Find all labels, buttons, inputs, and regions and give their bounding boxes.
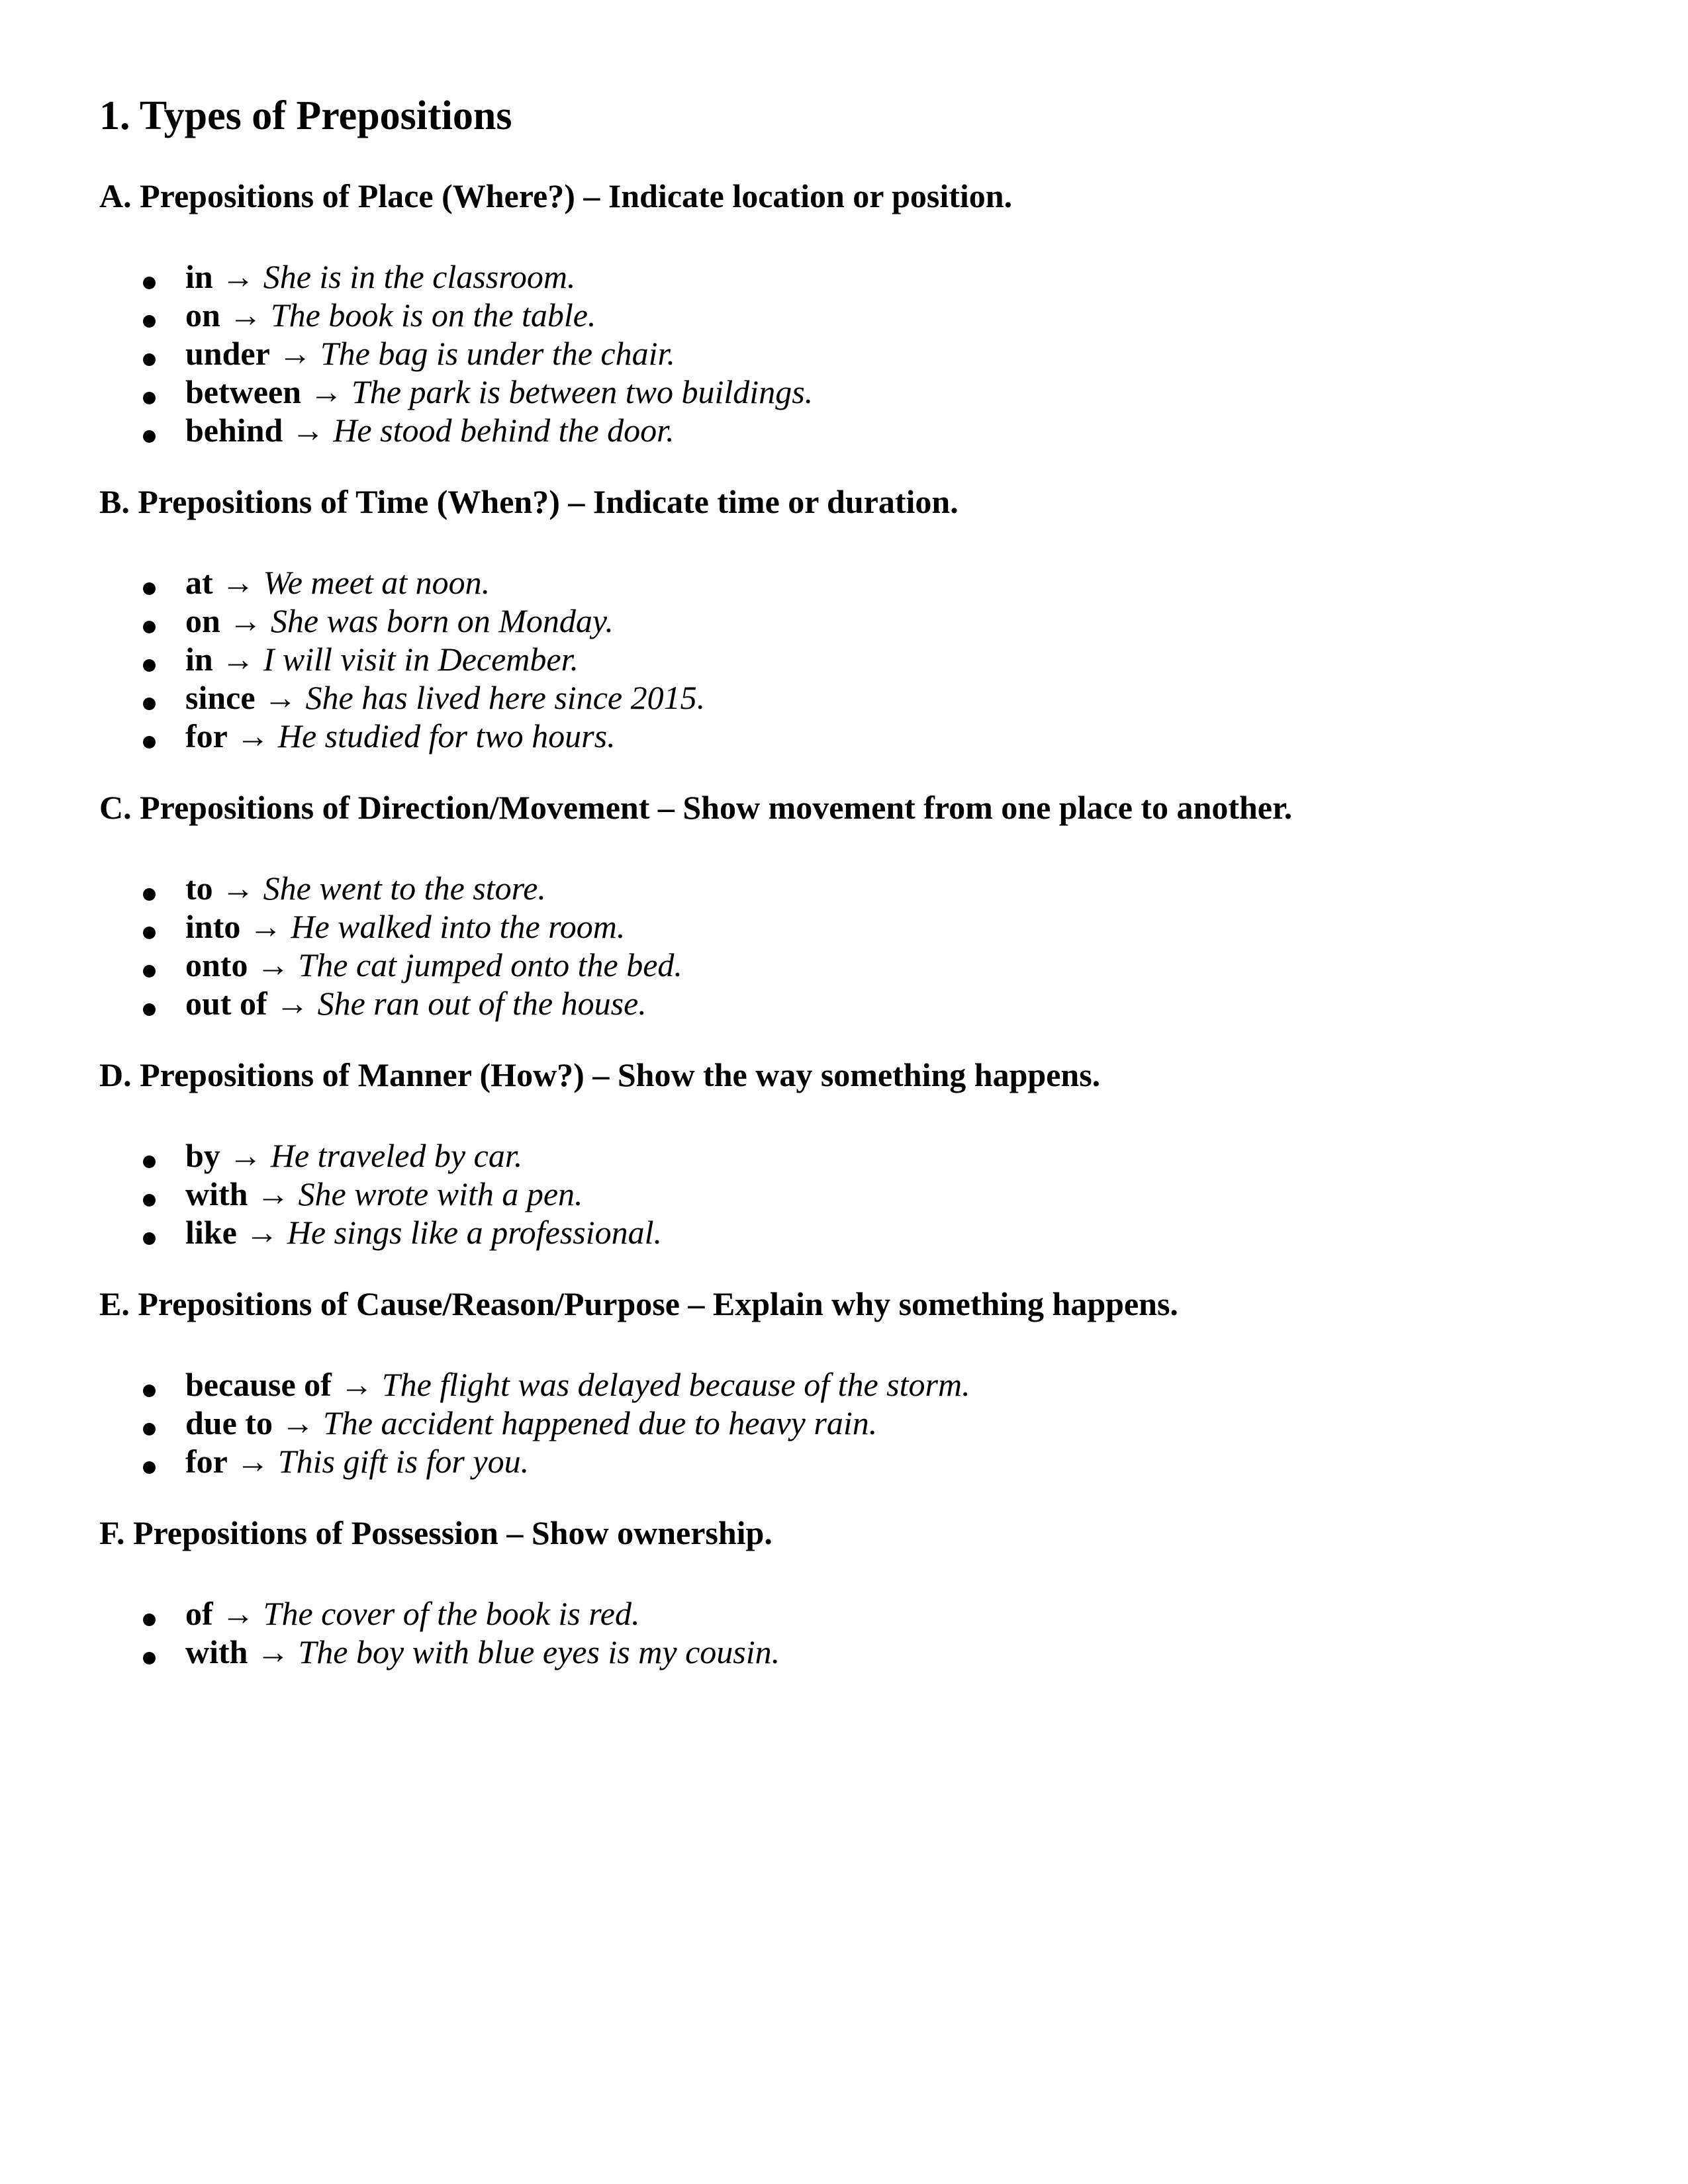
preposition-term: at — [185, 564, 213, 601]
bullet-icon — [143, 1194, 156, 1206]
bullet-item — [99, 946, 1589, 984]
bullet-item — [99, 1442, 1589, 1480]
section-heading-b: B. Prepositions of Time (When?) – Indicate time or duration. — [99, 483, 959, 520]
arrow-icon: → — [221, 258, 255, 295]
example-sentence: The park is between two buildings. — [351, 373, 814, 410]
section-heading-f: F. Prepositions of Possession – Show ownership. — [99, 1514, 773, 1551]
bullet-item — [99, 563, 1589, 602]
preposition-term: with — [185, 1633, 248, 1670]
arrow-icon: → — [256, 1175, 290, 1212]
bullet-icon — [143, 277, 156, 289]
bullet-list-a — [99, 257, 1589, 449]
bullet-icon — [143, 1461, 156, 1474]
section-heading-a: A. Prepositions of Place (Where?) – Indicate location or position. — [99, 177, 1013, 214]
arrow-icon: → — [278, 335, 312, 372]
bullet-icon — [143, 927, 156, 939]
bullet-item — [99, 640, 1589, 678]
bullet-icon — [143, 392, 156, 404]
arrow-icon: → — [263, 679, 297, 716]
arrow-icon: → — [291, 412, 325, 449]
example-sentence: This gift is for you. — [277, 1443, 530, 1480]
example-sentence: She is in the classroom. — [263, 258, 576, 295]
preposition-term: like — [185, 1214, 237, 1251]
section-heading-c: C. Prepositions of Direction/Movement – Show movement from one place to another. — [99, 789, 1293, 826]
bullet-item — [99, 1213, 1589, 1251]
bullet-list-d — [99, 1136, 1589, 1251]
preposition-term: in — [185, 641, 213, 678]
example-sentence: The boy with blue eyes is my cousin. — [298, 1633, 780, 1670]
arrow-icon: → — [221, 564, 255, 601]
bullet-item — [99, 717, 1589, 755]
arrow-icon: → — [281, 1404, 314, 1441]
example-sentence: She was born on Monday. — [270, 602, 614, 639]
preposition-term: on — [185, 296, 220, 334]
bullet-list-f — [99, 1594, 1589, 1671]
bullet-icon — [143, 582, 156, 595]
example-sentence: He sings like a professional. — [287, 1214, 662, 1251]
bullet-item — [99, 1175, 1589, 1213]
bullet-item — [99, 907, 1589, 946]
bullet-item — [99, 869, 1589, 907]
bullet-item — [99, 296, 1589, 334]
arrow-icon: → — [309, 373, 343, 410]
example-sentence: The cat jumped onto the bed. — [298, 946, 682, 983]
arrow-icon: → — [236, 717, 269, 754]
bullet-icon — [143, 736, 156, 749]
arrow-icon: → — [340, 1366, 373, 1403]
preposition-term: in — [185, 258, 213, 295]
document-title: 1. Types of Prepositions — [99, 93, 512, 138]
example-sentence: He stood behind the door. — [333, 412, 675, 449]
preposition-term: with — [185, 1175, 248, 1212]
preposition-term: behind — [185, 412, 283, 449]
bullet-item — [99, 1594, 1589, 1633]
example-sentence: She has lived here since 2015. — [305, 679, 706, 716]
arrow-icon: → — [221, 1595, 255, 1632]
bullet-item — [99, 678, 1589, 717]
preposition-term: to — [185, 870, 213, 907]
bullet-icon — [143, 659, 156, 672]
bullet-icon — [143, 1652, 156, 1664]
arrow-icon: → — [221, 641, 255, 678]
section-heading-e: E. Prepositions of Cause/Reason/Purpose – Explain why something happens. — [99, 1285, 1178, 1322]
arrow-icon: → — [221, 870, 255, 907]
bullet-icon — [143, 888, 156, 901]
example-sentence: The flight was delayed because of the storm. — [381, 1366, 970, 1403]
example-sentence: We meet at noon. — [263, 564, 491, 601]
preposition-term: for — [185, 1443, 228, 1480]
bullet-icon — [143, 1614, 156, 1626]
preposition-term: since — [185, 679, 256, 716]
preposition-term: on — [185, 602, 220, 639]
preposition-term: into — [185, 908, 241, 945]
example-sentence: The accident happened due to heavy rain. — [322, 1404, 878, 1441]
example-sentence: The bag is under the chair. — [320, 335, 675, 372]
preposition-term: by — [185, 1137, 220, 1174]
preposition-term: due to — [185, 1404, 273, 1441]
example-sentence: He walked into the room. — [291, 908, 626, 945]
bullet-icon — [143, 1003, 156, 1016]
bullet-icon — [143, 1156, 156, 1168]
arrow-icon: → — [249, 908, 283, 945]
bullet-icon — [143, 1423, 156, 1435]
bullet-list-e — [99, 1365, 1589, 1480]
example-sentence: I will visit in December. — [263, 641, 579, 678]
arrow-icon: → — [256, 946, 290, 983]
preposition-term: between — [185, 373, 301, 410]
arrow-icon: → — [236, 1443, 269, 1480]
bullet-item — [99, 373, 1589, 411]
example-sentence: She ran out of the house. — [317, 985, 647, 1022]
bullet-icon — [143, 315, 156, 328]
bullet-icon — [143, 698, 156, 710]
arrow-icon: → — [228, 1137, 262, 1174]
section-heading-d: D. Prepositions of Manner (How?) – Show the way something happens. — [99, 1056, 1101, 1093]
bullet-item — [99, 1404, 1589, 1442]
preposition-term: for — [185, 717, 228, 754]
bullet-icon — [143, 430, 156, 443]
bullet-icon — [143, 1385, 156, 1397]
preposition-term: because of — [185, 1366, 332, 1403]
bullet-icon — [143, 353, 156, 366]
example-sentence: He traveled by car. — [270, 1137, 523, 1174]
example-sentence: He studied for two hours. — [277, 717, 616, 754]
bullet-icon — [143, 621, 156, 633]
arrow-icon: → — [256, 1633, 290, 1670]
arrow-icon: → — [245, 1214, 279, 1251]
bullet-item — [99, 257, 1589, 296]
example-sentence: She went to the store. — [263, 870, 546, 907]
bullet-icon — [143, 1232, 156, 1245]
arrow-icon: → — [228, 602, 262, 639]
bullet-item — [99, 334, 1589, 373]
bullet-list-c — [99, 869, 1589, 1023]
preposition-term: onto — [185, 946, 248, 983]
preposition-term: out of — [185, 985, 267, 1022]
bullet-item — [99, 1365, 1589, 1404]
bullet-item — [99, 984, 1589, 1023]
bullet-icon — [143, 965, 156, 978]
preposition-term: under — [185, 335, 270, 372]
arrow-icon: → — [228, 296, 262, 334]
example-sentence: She wrote with a pen. — [298, 1175, 583, 1212]
bullet-item — [99, 1633, 1589, 1671]
bullet-item — [99, 411, 1589, 449]
bullet-item — [99, 602, 1589, 640]
preposition-term: of — [185, 1595, 213, 1632]
bullet-list-b — [99, 563, 1589, 755]
arrow-icon: → — [275, 985, 309, 1022]
example-sentence: The cover of the book is red. — [263, 1595, 640, 1632]
bullet-item — [99, 1136, 1589, 1175]
example-sentence: The book is on the table. — [270, 296, 596, 334]
